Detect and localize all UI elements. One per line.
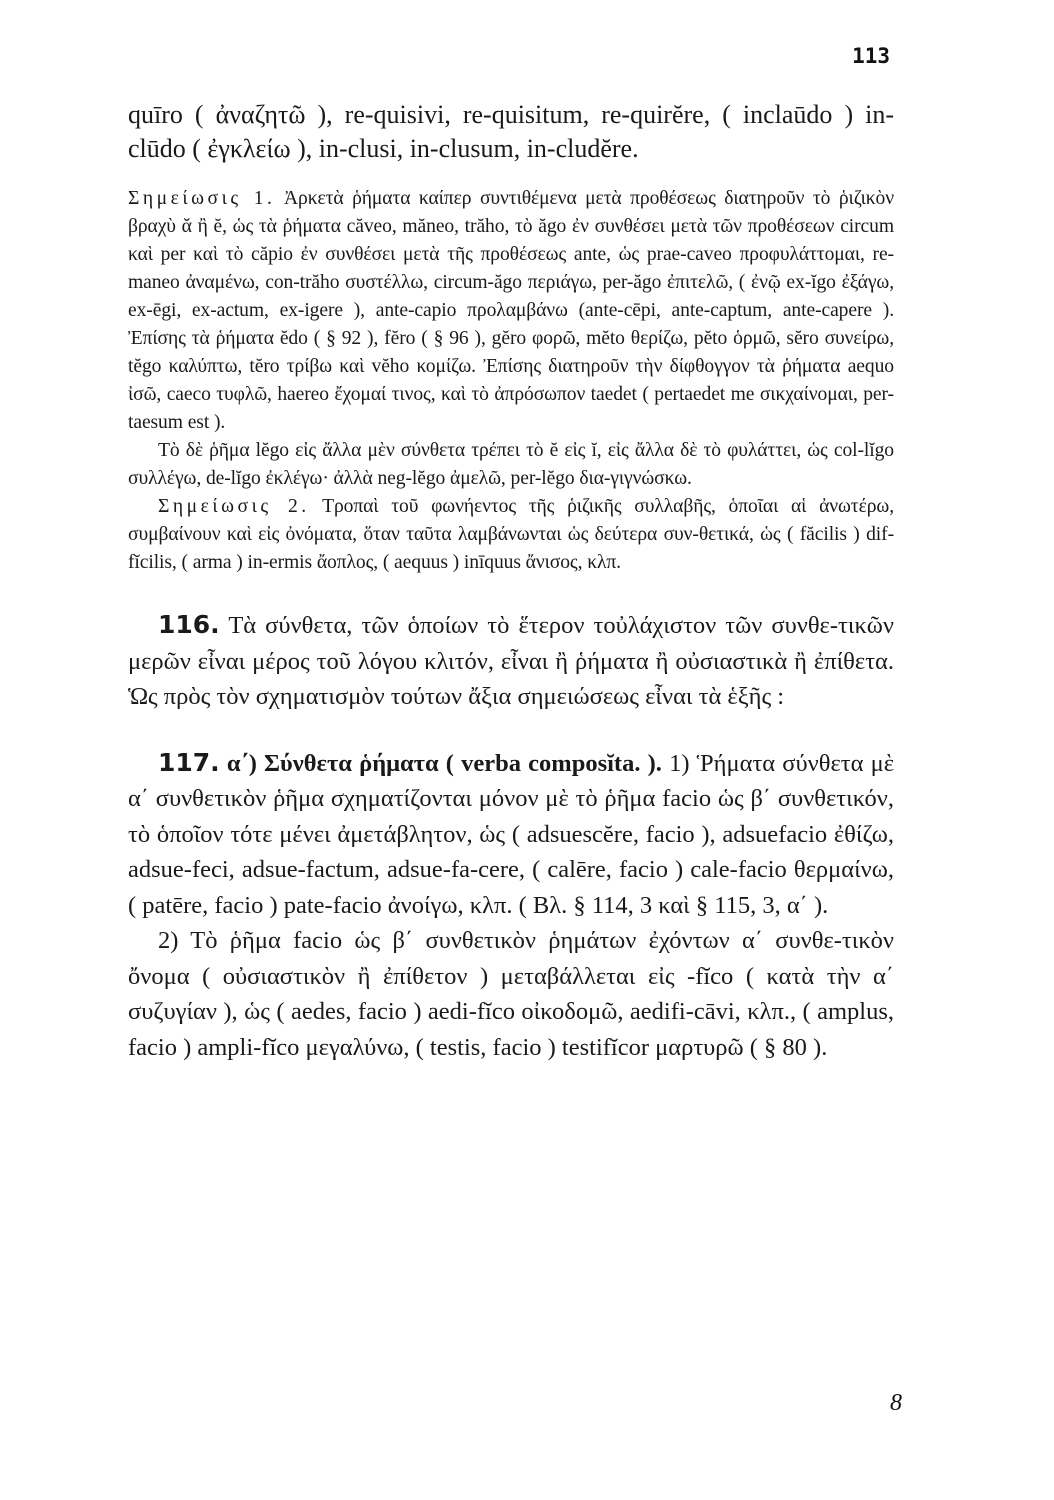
page-number: 113 (852, 44, 890, 68)
section-116-number: 116. (158, 610, 220, 639)
note-1-text: Ἀρκετὰ ῥήματα καίπερ συντιθέμενα μετὰ προθέσεως διατηροῦν τὸ ῥιζικὸν βραχὺ ᾰ ἢ ĕ, ὡς τὰ ῥήματα căveo, măneo, trăho, τὸ ăgo ἐν συνθέσει μετὰ τῶν προθέσεων circum καὶ per καὶ τὸ căpio ἐν συνθέσει μετὰ τῆς προθέσεως ante, ὡς prae-caveo προφυλάττομαι, re-maneo ἀναμένω, con-trăho συστέλλω, circum-ăgo περιάγω, per-ăgo ἐπιτελῶ, ( ἐνῷ ex-ĭgo ἐξάγω, ex-ēgi, ex-actum, ex-igere ), ante-capio προλαμβάνω (ante-cēpi, ante-captum, ante-capere ). Ἐπίσης τὰ ῥήματα ĕdo ( § 92 ), fĕro ( § 96 ), gĕro φορῶ, mĕto θερίζω, pĕto ὁρμῶ, sĕro συνείρω, tĕgo καλύπτω, tĕro τρίβω καὶ vĕho κομίζω. Ἐπίσης διατηροῦν τὴν δίφθογγον τὰ ῥήματα aequo ἰσῶ, caeco τυφλῶ, haereo ἔχομαί τινος, καὶ τὸ ἀπρόσωπον taedet ( pertaedet me σικχαίνομαι, per-taesum est ). (128, 188, 894, 433)
section-117-heading: α΄) Σύνθετα ῥήματα ( verba composĭta. ). (226, 749, 662, 777)
verb-list-block (128, 98, 894, 166)
note-2-label: Σημείωσις 2. (158, 496, 310, 517)
section-117-item-2: 2) Τὸ ῥῆμα facio ὡς β΄ συνθετικὸν ῥημάτων ἐχόντων α΄ συνθε-τικὸν ὄνομα ( οὐσιαστικὸν ἢ ἐπίθετον ) μεταβάλλεται εἰς -fĭco ( κατὰ τὴν α΄ συζυγίαν ), ὡς ( aedes, facio ) aedi-fĭco οἰκοδομῶ, aedifi-cāvi, κλπ., ( amplus, facio ) ampli-fĭco μεγαλύνω, ( testis, facio ) testifĭcor μαρτυρῶ ( § 80 ). (128, 927, 894, 1061)
section-117-paragraph (128, 745, 894, 924)
note-1-continuation: Τὸ δὲ ῥῆμα lĕgo εἰς ἄλλα μὲν σύνθετα τρέπει τὸ ĕ εἰς ĭ, εἰς ἄλλα δὲ τὸ φυλάττει, ὡς col-lĭgo συλλέγω, de-lĭgo ἐκλέγω· ἀλλὰ neg-lĕgo ἀμελῶ, per-lĕgo δια-γιγνώσκω. (128, 440, 894, 489)
note-1-paragraph (128, 185, 894, 437)
text-column (128, 98, 894, 1065)
section-117 (128, 745, 894, 1066)
note-2-paragraph (128, 493, 894, 577)
section-116-text: Τὰ σύνθετα, τῶν ὁποίων τὸ ἕτερον τοὐλάχιστον τῶν συνθε-τικῶν μερῶν εἶναι μέρος τοῦ λόγου κλιτόν, εἶναι ἢ ῥήματα ἢ οὐσιαστικὰ ἢ ἐπίθετα. Ὡς πρὸς τὸν σχηματισμὸν τούτων ἄξια σημειώσεως εἶναι τὰ ἑξῆς : (128, 612, 894, 710)
note-2-text: Τροπαὶ τοῦ φωνήεντος τῆς ῥιζικῆς συλλαβῆς, ὁποῖαι αἱ ἀνωτέρω, συμβαίνουν καὶ εἰς ὀνόματα, ὅταν ταῦτα λαμβάνωνται ὡς δεύτερα συν-θετικά, ὡς ( făcilis ) dif-fĭcilis, ( arma ) in-ermis ἄοπλος, ( aequus ) inīquus ἄνισος, κλπ. (128, 496, 894, 573)
verb-list-paragraph: quīro ( ἀναζητῶ ), re-quisivi, re-quisitum, re-quirĕre, ( inclaūdo ) in-clūdo ( ἐγκλείω ), in-clusi, in-clusum, in-cludĕre. (128, 100, 894, 163)
section-117-number: 117. (158, 747, 220, 777)
notes-block (128, 185, 894, 577)
section-117-text: 1) Ῥήματα σύνθετα μὲ α΄ συνθετικὸν ῥῆμα σχηματίζονται μόνον μὲ τὸ ῥῆμα facio ὡς β΄ συνθετικόν, τὸ ὁποῖον τότε μένει ἀμετάβλητον, ὡς ( adsuescĕre, facio ), adsuefacio ἐθίζω, adsue-feci, adsue-factum, adsue-fa-cere, ( calēre, facio ) cale-facio θερμαίνω, ( patēre, facio ) pate-facio ἀνοίγω, κλπ. ( Βλ. § 114, 3 καὶ § 115, 3, α΄ ). (128, 749, 895, 919)
note-1-label: Σημείωσις 1. (128, 188, 276, 209)
section-116 (128, 607, 894, 715)
signature-mark: 8 (890, 1390, 902, 1416)
section-116-paragraph (128, 607, 894, 715)
